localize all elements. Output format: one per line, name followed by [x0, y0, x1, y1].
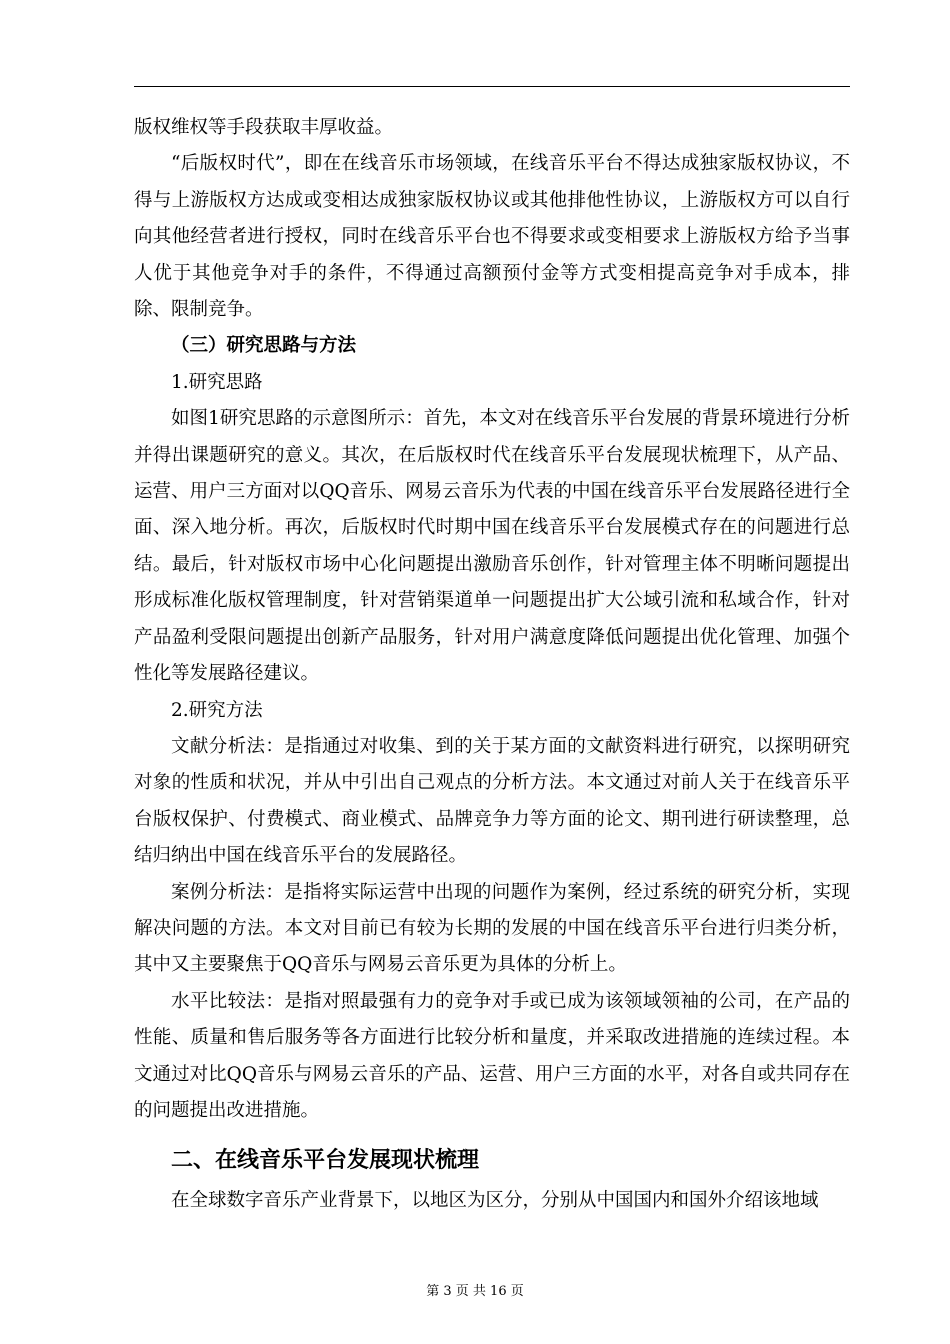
paragraph: “后版权时代”，即在在线音乐市场领域，在线音乐平台不得达成独家版权协议，不得与上游版权方达成或变相达成独家版权协议或其他排他性协议，上游版权方可以自行向其他经营者进行授权，同时在线音乐平台也不得要求或变相要求上游版权方给予当事人优于其他竞争对手的条件，不得通过高额预付金等方式变相提高竞争对手成本，排除、限制竞争。 — [134, 153, 850, 321]
section-heading: 二、在线音乐平台发展现状梳理 — [171, 1148, 480, 1174]
paragraph: 版权维权等手段获取丰厚收益。 — [134, 117, 394, 138]
page-body — [134, 110, 850, 1220]
page-number: 第 3 页 共 16 页 — [426, 1284, 524, 1299]
subsection-heading: 1.研究思路 — [171, 371, 263, 393]
header-rule — [134, 86, 850, 87]
paragraph: 在全球数字音乐产业背景下，以地区为区分，分别从中国国内和国外介绍该地域 — [171, 1190, 819, 1212]
paragraph: 水平比较法：是指对照最强有力的竞争对手或已成为该领域领袖的公司，在产品的性能、质量和售后服务等各方面进行比较分析和量度，并采取改进措施的连续过程。本文通过对比QQ音乐与网易云音乐的产品、运营、用户三方面的水平，对各自或共同存在的问题提出改进措施。 — [134, 990, 850, 1121]
subsection-heading: 2.研究方法 — [171, 699, 263, 721]
paragraph: 如图1研究思路的示意图所示：首先，本文对在线音乐平台发展的背景环境进行分析并得出课题研究的意义。其次，在后版权时代在线音乐平台发展现状梳理下，从产品、运营、用户三方面对以QQ音乐、网易云音乐为代表的中国在线音乐平台发展路径进行全面、深入地分析。再次，后版权时代时期中国在线音乐平台发展模式存在的问题进行总结。最后，针对版权市场中心化问题提出激励音乐创作，针对管理主体不明晰问题提出形成标准化版权管理制度，针对营销渠道单一问题提出扩大公域引流和私域合作，针对产品盈利受限问题提出创新产品服务，针对用户满意度降低问题提出优化管理、加强个性化等发展路径建议。 — [134, 408, 850, 685]
paragraph: 案例分析法：是指将实际运营中出现的问题作为案例，经过系统的研究分析，实现解决问题的方法。本文对目前已有较为长期的发展的中国在线音乐平台进行归类分析，其中又主要聚焦于QQ音乐与网易云音乐更为具体的分析上。 — [134, 881, 850, 976]
subsection-heading: （三）研究思路与方法 — [171, 335, 357, 357]
paragraph: 文献分析法：是指通过对收集、到的关于某方面的文献资料进行研究，以探明研究对象的性质和状况，并从中引出自己观点的分析方法。本文通过对前人关于在线音乐平台版权保护、付费模式、商业模式、品牌竞争力等方面的论文、期刊进行研读整理，总结归纳出中国在线音乐平台的发展路径。 — [134, 735, 850, 867]
